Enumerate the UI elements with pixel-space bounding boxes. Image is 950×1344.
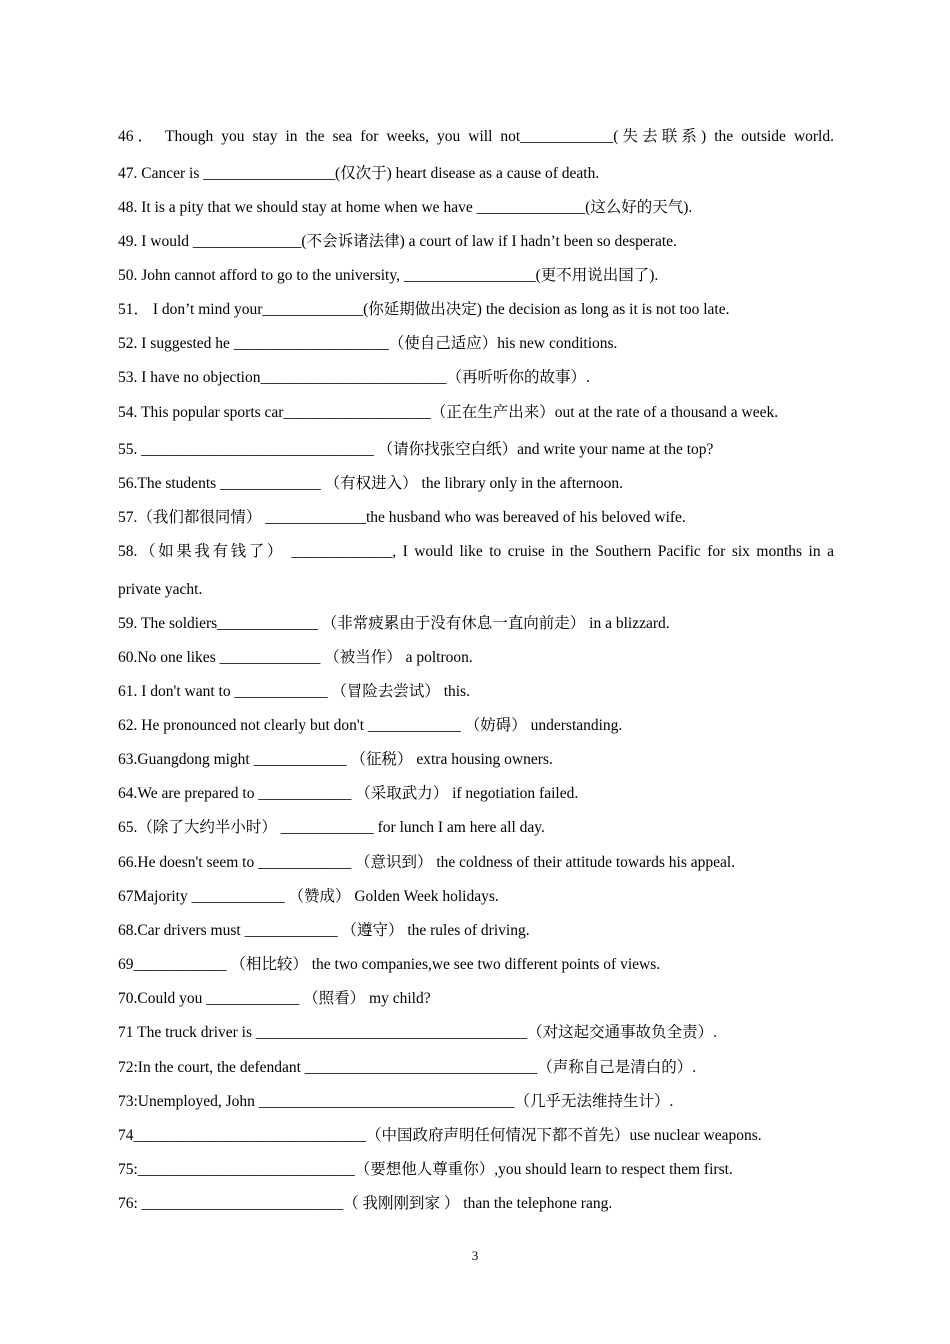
question-52: 52. I suggested he ____________________（使自己适应）his new conditions. bbox=[118, 335, 618, 352]
question-53: 53. I have no objection________________________（再听听你的故事）. bbox=[118, 369, 590, 386]
question-57: 57.（我们都很同情） _____________the husband who was bereaved of his beloved wife. bbox=[118, 509, 686, 526]
question-70: 70.Could you ____________ （照看） my child? bbox=[118, 990, 431, 1007]
question-64: 64.We are prepared to ____________ （采取武力） if negotiation failed. bbox=[118, 785, 579, 802]
question-63: 63.Guangdong might ____________ （征税） extra housing owners. bbox=[118, 751, 553, 768]
page-number: 3 bbox=[471, 1248, 479, 1263]
question-75: 75:____________________________（要想他人尊重你）,you should learn to respect them first. bbox=[118, 1161, 733, 1178]
question-51: 51． I don’t mind your_____________(你延期做出决定) the decision as long as it is not too late. bbox=[118, 301, 730, 318]
question-56: 56.The students _____________ （有权进入） the library only in the afternoon. bbox=[118, 475, 623, 492]
question-55: 55. ______________________________ （请你找张空白纸）and write your name at the top? bbox=[118, 441, 714, 458]
question-69: 69____________ （相比较） the two companies,we see two different points of views. bbox=[118, 956, 661, 973]
question-59: 59. The soldiers_____________ （非常疲累由于没有休息一直向前走） in a blizzard. bbox=[118, 615, 670, 632]
question-66: 66.He doesn't seem to ____________ （意识到） the coldness of their attitude towards his appeal. bbox=[118, 854, 736, 871]
question-47: 47. Cancer is _________________(仅次于) heart disease as a cause of death. bbox=[118, 165, 600, 182]
question-60: 60.No one likes _____________ （被当作） a poltroon. bbox=[118, 649, 473, 666]
question-61: 61. I don't want to ____________ （冒险去尝试） this. bbox=[118, 683, 470, 700]
question-74: 74______________________________（中国政府声明任何情况下都不首先）use nuclear weapons. bbox=[118, 1127, 762, 1144]
question-49: 49. I would ______________(不会诉诸法律) a court of law if I hadn’t been so desperate. bbox=[118, 233, 677, 250]
question-46: 46． Though you stay in the sea for weeks, you will not____________(失去联系) the outside world. bbox=[118, 128, 834, 145]
question-71: 71 The truck driver is ___________________________________（对这起交通事故负全责）. bbox=[118, 1024, 718, 1041]
question-58-continued: private yacht. bbox=[118, 581, 203, 598]
question-58: 58.（如果我有钱了） _____________, I would like to cruise in the Southern Pacific for six months in a bbox=[118, 543, 834, 560]
question-50: 50. John cannot afford to go to the university, _________________(更不用说出国了). bbox=[118, 267, 659, 284]
question-73: 73:Unemployed, John _________________________________（几乎无法维持生计）. bbox=[118, 1093, 674, 1110]
question-68: 68.Car drivers must ____________ （遵守） the rules of driving. bbox=[118, 922, 530, 939]
question-65: 65.（除了大约半小时） ____________ for lunch I am here all day. bbox=[118, 819, 545, 836]
question-54: 54. This popular sports car___________________（正在生产出来）out at the rate of a thousand a week. bbox=[118, 404, 779, 421]
question-76: 76: __________________________（ 我刚刚到家 ） than the telephone rang. bbox=[118, 1195, 613, 1212]
question-67: 67Majority ____________ （赞成） Golden Week holidays. bbox=[118, 888, 499, 905]
question-72: 72:In the court, the defendant ______________________________（声称自己是清白的）. bbox=[118, 1059, 697, 1076]
question-62: 62. He pronounced not clearly but don't ____________ （妨碍） understanding. bbox=[118, 717, 623, 734]
question-48: 48. It is a pity that we should stay at home when we have ______________(这么好的天气). bbox=[118, 199, 693, 216]
